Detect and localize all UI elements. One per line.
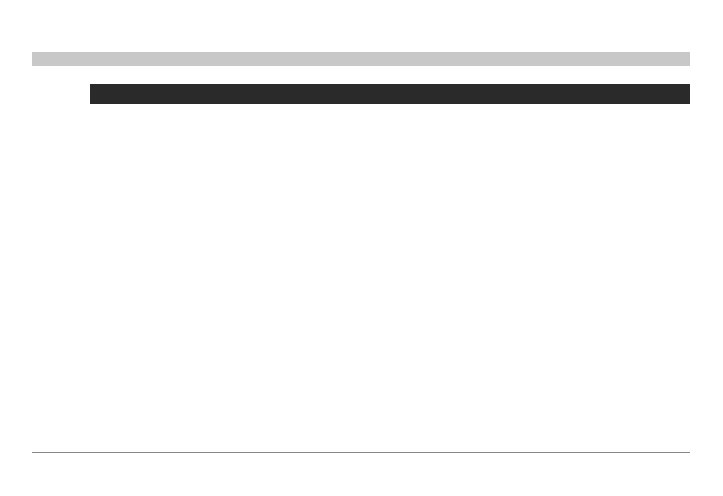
column-header-bar: [90, 84, 690, 104]
footer-divider: [32, 452, 690, 453]
section-title: [32, 52, 690, 66]
